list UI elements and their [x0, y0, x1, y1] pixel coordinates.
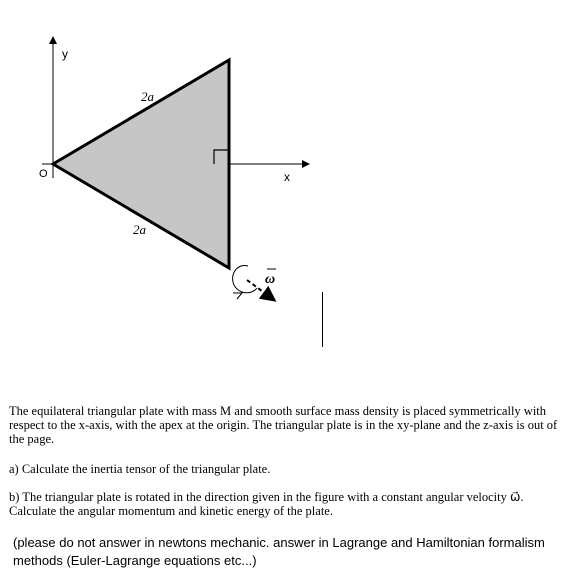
text-cursor	[322, 292, 323, 347]
rotation-arrow-icon	[233, 266, 257, 299]
x-axis-label: x	[284, 170, 290, 184]
upper-side-label: 2a	[141, 89, 154, 104]
lower-side-label: 2a	[133, 222, 146, 237]
problem-part-b: b) The triangular plate is rotated in the direction given in the figure with a constant angular velocity ω⃗. Calculate the angular momentum and kinetic energy of the plate.	[9, 490, 524, 518]
request-note: (please do not answer in newtons mechanic. answer in Lagrange and Hamiltonian formalism methods (Euler-Lagrange equations etc...)	[13, 535, 545, 568]
problem-statement: The equilateral triangular plate with mass M and smooth surface mass density is placed symmetrically with respect to the x-axis, with the apex at the origin. The triangular plate is in the xy-plane and the z-axis is out of the page.	[9, 404, 558, 446]
problem-part-a: a) Calculate the inertia tensor of the triangular plate.	[9, 462, 271, 476]
y-axis-label: y	[62, 47, 68, 61]
origin-label: O	[39, 168, 48, 180]
omega-label: ω	[265, 272, 276, 287]
